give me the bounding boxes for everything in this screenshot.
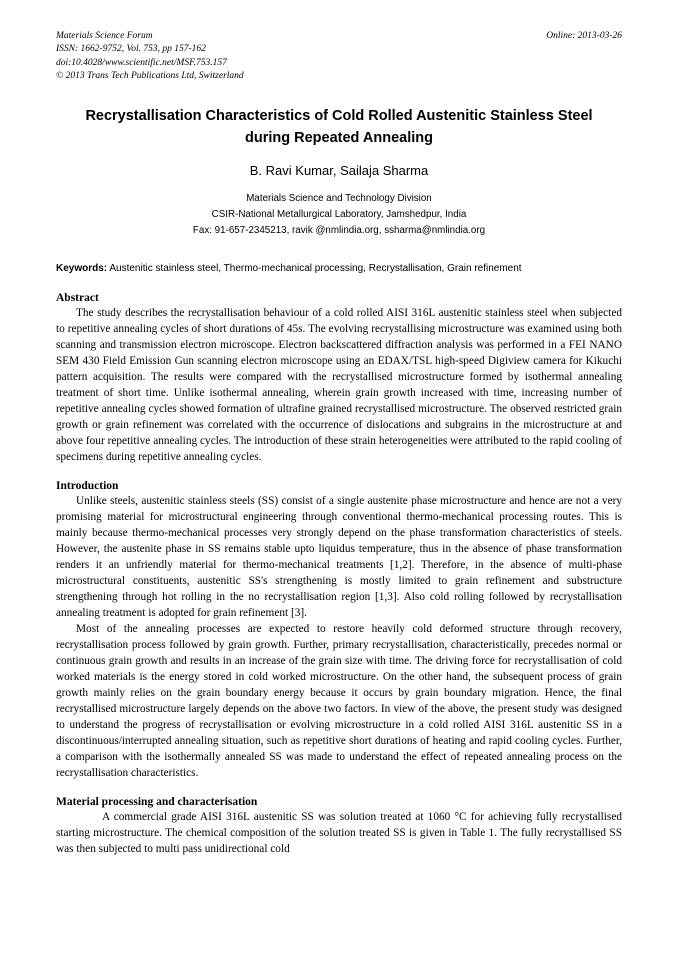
keywords-label: Keywords: [56,263,108,275]
introduction-paragraph-2: Most of the annealing processes are expected to restore heavily cold deformed structure through recovery, recrystallisation process followed by grain growth. Further, primary recrystallisation, characteristically, precedes normal or continuous grain growth and results in an increase of the grain size with time. The driving force for recrystallisation of cold worked materials is the energy stored in cold worked microstructure. On the other hand, the subsequent process of grain growth mainly relies on the grain boundary energy because it occurs by grain boundary migration. Hence, the final recrystallised microstructure largely depends on the above two factors. In view of the above, the present study was designed to understand the progress of recrystallisation or evolving microstructure in a cold rolled AISI 316L austenitic SS in a discontinuous/interrupted annealing situation, such as repetitive short durations of heating and rapid cooling cycles. Further, a comparison with the isothermally annealed SS was made to understand the effect of repeated annealing process on the recrystallisation characteristics. [56,623,622,780]
material-paragraph-1: A commercial grade AISI 316L austenitic SS was solution treated at 1060 °C for achieving fully recrystallised starting microstructure. The chemical composition of the solution treated SS is given in Table 1. The fully recrystallised SS was then subjected to multi pass unidirectional cold [56,811,622,856]
keywords-text: Austenitic stainless steel, Thermo-mechanical processing, Recrystallisation, Grain refinement [107,263,522,275]
introduction-heading: Introduction [56,479,119,492]
online-date: Online: 2013-03-26 [546,31,622,41]
affiliation-division: Materials Science and Technology Division [246,193,432,205]
journal-issn-volume: ISSN: 1662-9752, Vol. 753, pp 157-162 [56,44,206,55]
page-title: Recrystallisation Characteristics of Cold Rolled Austenitic Stainless Steel during Repeated Annealing [85,107,593,146]
author-list: B. Ravi Kumar, Sailaja Sharma [249,163,429,179]
journal-copyright: © 2013 Trans Tech Publications Ltd, Switzerland [56,71,244,82]
abstract-heading: Abstract [56,291,99,304]
page-header [56,30,622,84]
affiliation-institute: CSIR-National Metallurgical Laboratory, Jamshedpur, India [211,209,467,221]
affiliation-block [56,191,622,239]
journal-name: Materials Science Forum [56,31,153,41]
journal-doi: doi:10.4028/www.scientific.net/MSF.753.157 [56,57,227,68]
affiliation-contact: Fax: 91-657-2345213, ravik @nmlindia.org, ssharma@nmlindia.org [192,225,486,237]
abstract-paragraph: The study describes the recrystallisation behaviour of a cold rolled AISI 316L austenitic stainless steel when subjected to repetitive annealing cycles of short durations of 45s. The evolving recrystallising microstructure was examined using both scanning and transmission electron microscope. Electron backscattered diffraction analysis was performed in a FEI NANO SEM 430 Field Emission Gun scanning electron microscope using an EDAX/TSL high-speed Digiview camera for Kikuchi pattern acquisition. The results were compared with the recrystallised microstructure formed by isothermal annealing treatment of short time. Unlike isothermal annealing, wherein grain growth increased with time, increasing number of repetitive annealing cycles showed formation of ultrafine grained recrystallised microstructure. The observed restricted grain growth or grain refinement was correlated with the occurrence of dislocations and subgrains in the microstructure at and above four repetitive annealing cycles. The introduction of these strain heterogeneities were attributed to the rapid cooling of specimens during repetitive annealing cycles. [56,306,622,463]
journal-info [56,30,244,84]
keywords-block [56,261,622,277]
introduction-paragraph-1: Unlike steels, austenitic stainless steels (SS) consist of a single austenite phase microstructure and hence are not a very promising material for microstructural engineering through conventional thermo-mechanical processing routes. This is mainly because thermo-mechanical processes very strongly depend on the phase transformation characteristics of steels. However, the austenite phase in SS remains stable upto liquidus temperature, thus in the absence of phase transformation renders it an unfriendly material for thermo-mechanical treatments [1,2]. Therefore, in the absence of multi-phase microstructural constituents, austenitic SS's strengthening is mostly limited to grain refinement and substructure strengthening through hot rolling in the no recrystallisation region [1,3]. Also cold rolling followed by recrystallisation annealing treatment is adopted for grain refinement [3]. [56,494,622,620]
material-heading: Material processing and characterisation [56,796,258,809]
